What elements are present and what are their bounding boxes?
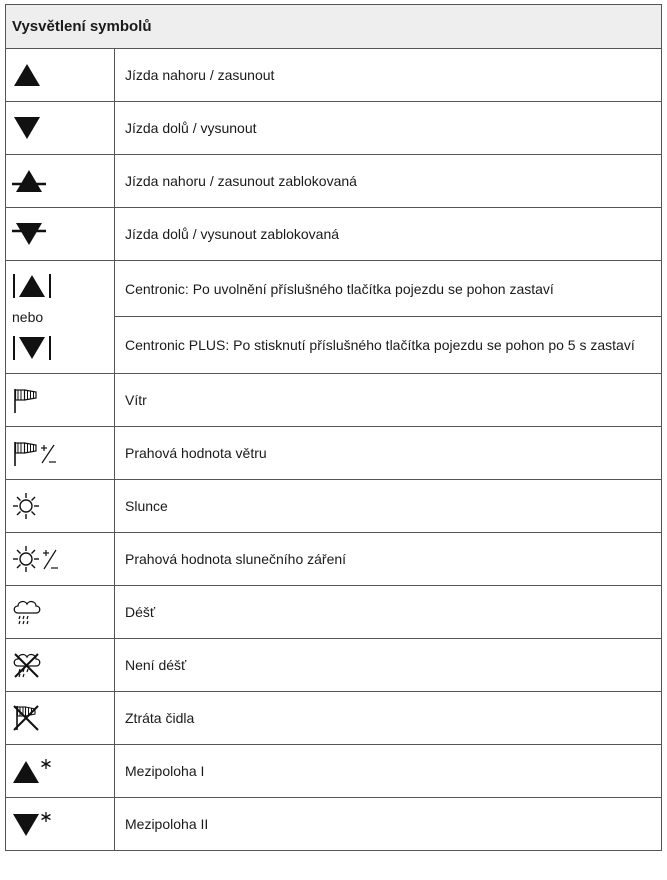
table-row bbox=[6, 102, 662, 155]
symbol-cell bbox=[6, 374, 115, 427]
symbol-cell bbox=[6, 533, 115, 586]
description-cell: Mezipoloha II bbox=[115, 798, 662, 851]
table-row bbox=[6, 208, 662, 261]
table-row bbox=[6, 798, 662, 851]
symbol-cell bbox=[6, 102, 115, 155]
description-cell: Prahová hodnota větru bbox=[115, 427, 662, 480]
description-cell: Déšť bbox=[115, 586, 662, 639]
table-row bbox=[6, 639, 662, 692]
symbol-cell bbox=[6, 692, 115, 745]
description-cell: Centronic PLUS: Po stisknutí příslušného tlačítka pojezdu se pohon po 5 s zastaví bbox=[115, 317, 662, 374]
symbol-cell bbox=[6, 261, 115, 374]
down-arrow-blocked-icon bbox=[12, 221, 46, 247]
description-cell: Slunce bbox=[115, 480, 662, 533]
symbol-cell bbox=[6, 49, 115, 102]
symbol-cell bbox=[6, 798, 115, 851]
sun-threshold-icon bbox=[12, 545, 62, 573]
sensor-lost-icon bbox=[12, 704, 42, 732]
table-row bbox=[6, 692, 662, 745]
symbol-cell bbox=[6, 155, 115, 208]
down-arrow-bars-icon bbox=[12, 334, 52, 362]
table-row bbox=[6, 261, 662, 317]
up-arrow-icon bbox=[12, 62, 42, 88]
up-arrow-star-icon bbox=[12, 757, 56, 785]
wind-threshold-icon bbox=[12, 440, 60, 466]
no-rain-icon bbox=[12, 651, 42, 679]
wind-flag-icon bbox=[12, 387, 46, 413]
description-cell: Jízda nahoru / zasunout zablokovaná bbox=[115, 155, 662, 208]
description-cell: Centronic: Po uvolnění příslušného tlačítka pojezdu se pohon zastaví bbox=[115, 261, 662, 317]
symbol-cell bbox=[6, 427, 115, 480]
table-row bbox=[6, 533, 662, 586]
table-row bbox=[6, 427, 662, 480]
rain-cloud-icon bbox=[12, 598, 42, 626]
down-arrow-star-icon bbox=[12, 810, 56, 838]
table-row bbox=[6, 480, 662, 533]
description-cell: Mezipoloha I bbox=[115, 745, 662, 798]
sun-icon bbox=[12, 492, 42, 520]
symbol-cell bbox=[6, 208, 115, 261]
symbol-cell bbox=[6, 745, 115, 798]
table-row bbox=[6, 49, 662, 102]
table-title: Vysvětlení symbolů bbox=[6, 5, 662, 49]
up-arrow-blocked-icon bbox=[12, 168, 46, 194]
description-cell: Ztráta čidla bbox=[115, 692, 662, 745]
description-cell: Jízda dolů / vysunout zablokovaná bbox=[115, 208, 662, 261]
symbol-cell bbox=[6, 586, 115, 639]
down-arrow-icon bbox=[12, 115, 42, 141]
symbol-cell bbox=[6, 639, 115, 692]
description-cell: Jízda nahoru / zasunout bbox=[115, 49, 662, 102]
description-cell: Jízda dolů / vysunout bbox=[115, 102, 662, 155]
table-row bbox=[6, 745, 662, 798]
table-header-row bbox=[6, 5, 662, 49]
description-cell: Vítr bbox=[115, 374, 662, 427]
symbols-table bbox=[5, 4, 662, 851]
or-label: nebo bbox=[12, 309, 44, 325]
description-cell: Prahová hodnota slunečního záření bbox=[115, 533, 662, 586]
table-row bbox=[6, 155, 662, 208]
description-cell: Není déšť bbox=[115, 639, 662, 692]
up-arrow-bars-icon bbox=[12, 272, 52, 300]
symbol-cell bbox=[6, 480, 115, 533]
table-row bbox=[6, 374, 662, 427]
table-row bbox=[6, 586, 662, 639]
